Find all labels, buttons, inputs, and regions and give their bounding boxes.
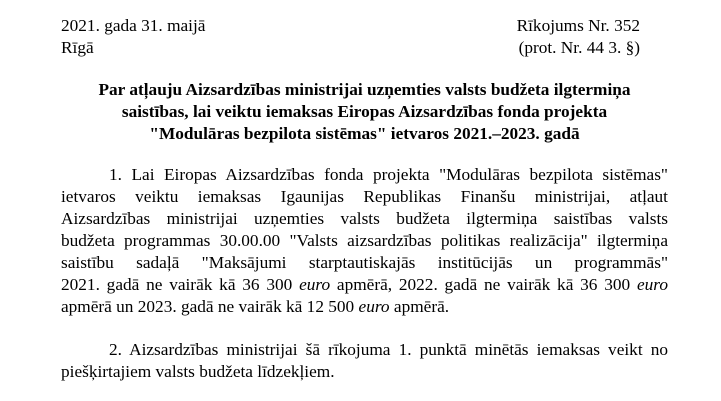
currency-euro: euro: [299, 275, 331, 294]
paragraph-1-line-7: [61, 296, 668, 318]
paragraph-1-line-2: ietvaros veiktu iemaksas Igaunijas Republikas Finanšu ministrijai, atļaut: [61, 187, 668, 206]
currency-euro: euro: [358, 297, 390, 316]
paragraph-1-line-4: budžeta programmas 30.00.00 "Valsts aizsardzības politikas realizācija" ilgtermiņa: [61, 231, 668, 250]
paragraph-1-line-5: saistību sadaļā "Maksājumi starptautiskajās institūcijās un programmās": [61, 253, 668, 272]
paragraph-2-line-1: 2. Aizsardzības ministrijai šā rīkojuma 1. punktā minētās iemaksas veikt no: [109, 340, 668, 359]
header-row-1: [61, 15, 668, 37]
order-number: Rīkojums Nr. 352: [516, 16, 640, 35]
paragraph-1-line-6: [61, 274, 668, 296]
paragraph-1-line-1: 1. Lai Eiropas Aizsardzības fonda projekta "Modulāras bezpilota sistēmas": [109, 165, 668, 184]
paragraph-1-line-7-part-b: apmērā.: [389, 297, 450, 316]
paragraph-2-line-2: piešķirtajiem valsts budžeta līdzekļiem.: [61, 362, 335, 381]
order-city: Rīgā: [61, 38, 94, 57]
paragraph-2: [61, 339, 668, 383]
protocol-reference: (prot. Nr. 44 3. §): [518, 38, 640, 57]
currency-euro: euro: [636, 275, 669, 294]
title-line-1: Par atļauju Aizsardzības ministrijai uzņemties valsts budžeta ilgtermiņa: [98, 80, 631, 99]
paragraph-1-line-7-part-a: apmērā un 2023. gadā ne vairāk kā 12 500: [61, 297, 359, 316]
document-title: [61, 79, 668, 145]
paragraph-1-line-3: Aizsardzības ministrijai uzņemties valsts budžeta ilgtermiņa saistības valsts: [61, 209, 668, 228]
order-date: 2021. gada 31. maijā: [61, 16, 206, 35]
title-line-2: saistības, lai veiktu iemaksas Eiropas Aizsardzības fonda projekta: [121, 102, 608, 121]
title-line-3: "Modulāras bezpilota sistēmas" ietvaros 2021.–2023. gadā: [149, 124, 580, 143]
paragraph-1-line-6-part-b: apmērā, 2022. gadā ne vairāk kā 36 300: [330, 275, 637, 294]
header-row-2: [61, 37, 668, 59]
paragraph-1: [61, 164, 668, 318]
paragraph-1-line-6-part-a: 2021. gadā ne vairāk kā 36 300: [61, 275, 300, 294]
